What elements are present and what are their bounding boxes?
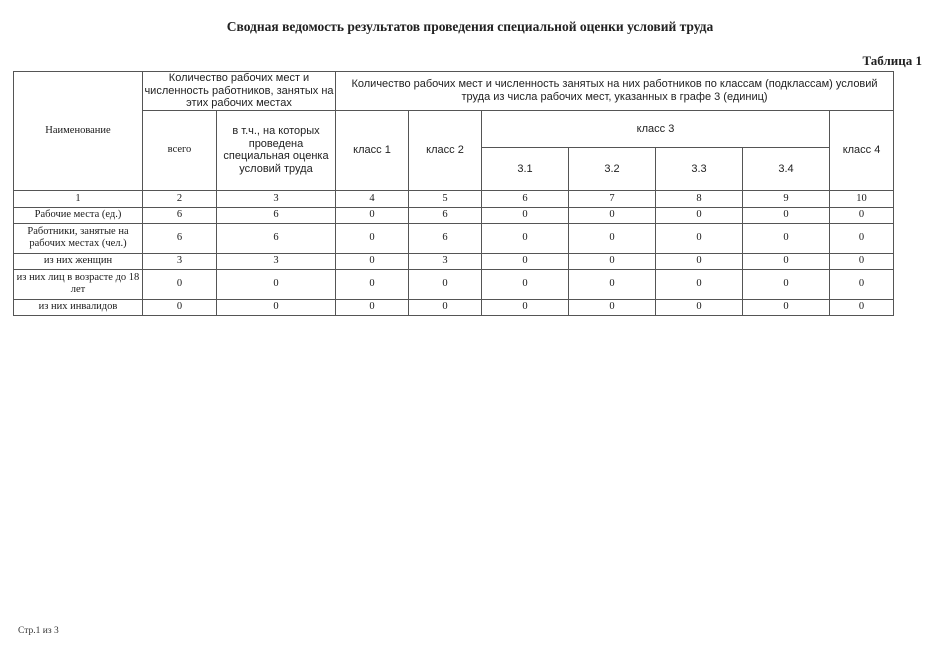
table-row — [14, 299, 894, 315]
cell-value: 0 — [409, 299, 482, 315]
header-assessed: в т.ч., на которых проведена специальная оценка условий труда — [217, 110, 336, 190]
cell-value: 0 — [656, 299, 743, 315]
cell-value: 0 — [656, 253, 743, 269]
cell-value: 0 — [830, 269, 894, 299]
cell-value: 0 — [743, 269, 830, 299]
cell-value: 0 — [143, 269, 217, 299]
cell-value: 0 — [336, 207, 409, 223]
cell-value: 6 — [409, 207, 482, 223]
cell-value: 6 — [143, 223, 217, 253]
row-label: из них женщин — [14, 253, 143, 269]
cell-value: 0 — [217, 269, 336, 299]
cell-value: 0 — [482, 299, 569, 315]
header-class-3: класс 3 — [482, 110, 830, 147]
table-row — [14, 253, 894, 269]
header-total: всего — [143, 110, 217, 190]
column-number: 8 — [656, 190, 743, 207]
cell-value: 0 — [336, 223, 409, 253]
cell-value: 6 — [217, 223, 336, 253]
cell-value: 0 — [743, 299, 830, 315]
cell-value: 0 — [569, 253, 656, 269]
cell-value: 0 — [830, 253, 894, 269]
cell-value: 0 — [656, 207, 743, 223]
header-subclass: 3.1 — [482, 147, 569, 190]
column-number: 1 — [14, 190, 143, 207]
column-number: 10 — [830, 190, 894, 207]
column-number: 9 — [743, 190, 830, 207]
column-number: 7 — [569, 190, 656, 207]
row-label: Рабочие места (ед.) — [14, 207, 143, 223]
cell-value: 0 — [336, 253, 409, 269]
cell-value: 0 — [409, 269, 482, 299]
cell-value: 6 — [409, 223, 482, 253]
cell-value: 0 — [743, 253, 830, 269]
header-subclass: 3.4 — [743, 147, 830, 190]
column-number: 3 — [217, 190, 336, 207]
header-class-4: класс 4 — [830, 110, 894, 190]
header-subclass: 3.3 — [656, 147, 743, 190]
cell-value: 3 — [217, 253, 336, 269]
cell-value: 0 — [143, 299, 217, 315]
header-class-1: класс 1 — [336, 110, 409, 190]
header-group-workplaces: Количество рабочих мест и численность работников, занятых на этих рабочих местах — [144, 72, 334, 110]
document-title: Сводная ведомость результатов проведения специальной оценки условий труда — [226, 19, 714, 34]
cell-value: 0 — [569, 299, 656, 315]
summary-table — [13, 71, 894, 316]
cell-value: 3 — [409, 253, 482, 269]
header-group-classes: Количество рабочих мест и численность занятых на них работников по классам (подклассам) условий труда из числа рабочих мест, указанных в графе 3 (единиц) — [336, 72, 894, 111]
cell-value: 0 — [336, 269, 409, 299]
cell-value: 0 — [656, 223, 743, 253]
cell-value: 0 — [830, 207, 894, 223]
header-class-2: класс 2 — [409, 110, 482, 190]
table-row — [14, 223, 894, 253]
cell-value: 6 — [217, 207, 336, 223]
column-number: 6 — [482, 190, 569, 207]
cell-value: 0 — [336, 299, 409, 315]
cell-value: 0 — [482, 253, 569, 269]
table-label: Таблица 1 — [862, 53, 922, 68]
row-label: из них лиц в возрасте до 18 лет — [14, 269, 143, 299]
table-row — [14, 269, 894, 299]
page-number: Стр.1 из 3 — [18, 626, 59, 636]
cell-value: 0 — [569, 223, 656, 253]
cell-value: 0 — [743, 223, 830, 253]
row-label: Работники, занятые на рабочих местах (чел.) — [14, 223, 143, 253]
column-number: 5 — [409, 190, 482, 207]
cell-value: 0 — [217, 299, 336, 315]
cell-value: 0 — [482, 223, 569, 253]
header-name: Наименование — [14, 72, 143, 191]
column-number: 2 — [143, 190, 217, 207]
column-number: 4 — [336, 190, 409, 207]
table-row — [14, 207, 894, 223]
cell-value: 0 — [830, 299, 894, 315]
cell-value: 0 — [482, 207, 569, 223]
cell-value: 0 — [482, 269, 569, 299]
header-subclass: 3.2 — [569, 147, 656, 190]
row-label: из них инвалидов — [14, 299, 143, 315]
cell-value: 0 — [656, 269, 743, 299]
cell-value: 0 — [569, 269, 656, 299]
cell-value: 0 — [830, 223, 894, 253]
cell-value: 6 — [143, 207, 217, 223]
cell-value: 3 — [143, 253, 217, 269]
cell-value: 0 — [569, 207, 656, 223]
cell-value: 0 — [743, 207, 830, 223]
